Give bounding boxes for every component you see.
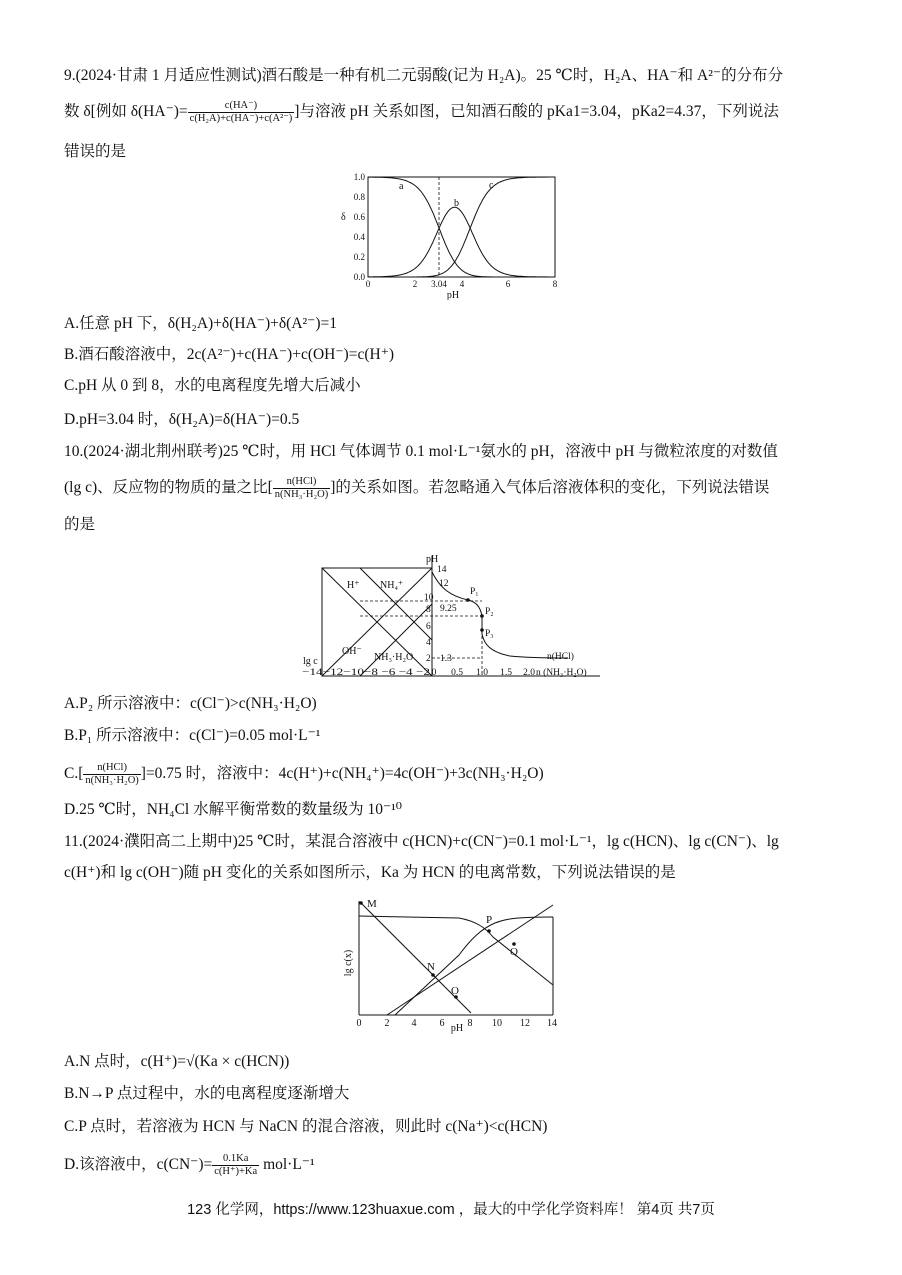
- q9-y-label: δ: [341, 212, 346, 223]
- q10-point-p1: [466, 598, 470, 602]
- q10-titration-chart: [300, 548, 610, 683]
- q11-xtick-2: 2: [384, 1018, 390, 1029]
- q9-ytick-4: 0.8: [353, 192, 365, 202]
- q11-xtick-6: 6: [439, 1018, 445, 1029]
- q9-fraction: [188, 100, 295, 125]
- q10-option-a: A.P₂ 所示溶液中：c(Cl⁻)>c(NH₃·H₂O): [64, 695, 317, 712]
- q10-point-p3: [480, 628, 484, 632]
- q10-ratio-tick-10: 1.0: [476, 668, 488, 678]
- q9-curve-c: [368, 177, 555, 277]
- q11-label-o: O: [451, 985, 459, 997]
- q10-ph-mark-925: 9.25: [440, 604, 457, 614]
- q10-ph-tick-2: 2: [426, 654, 431, 664]
- q9-option-b: B.酒石酸溶液中，2c(A²⁻)+c(HA⁻)+c(OH⁻)=c(H⁺): [64, 346, 395, 363]
- q10-ratio-tick-05: 0.5: [451, 668, 463, 678]
- q9-ytick-2: 0.4: [353, 232, 365, 242]
- q10-lgc-label: lg c: [303, 656, 318, 667]
- q9-line-2-post: ]与溶液 pH 关系如图，已知酒石酸的 pKa1=3.04，pKa2=4.37，下列说法: [294, 103, 779, 121]
- q10-species-oh: OH⁻: [342, 646, 362, 657]
- q9-curve-a: [368, 177, 555, 277]
- q9-option-c: C.pH 从 0 到 8，水的电离程度先增大后减小: [64, 377, 361, 394]
- q10-line-1: 10.(2024·湖北荆州联考)25 ℃时，用 HCl 气体调节 0.1 mol·L⁻¹氨水的 pH，溶液中 pH 与微粒浓度的对数值: [64, 443, 778, 460]
- q9-xtick-8: 8: [552, 279, 558, 289]
- q9-frac-den: c(H₂A)+c(HA⁻)+c(A²⁻): [189, 113, 293, 124]
- q11-xtick-0: 0: [356, 1018, 362, 1029]
- q10-option-c-den: n(NH₃·H₂O): [85, 775, 139, 786]
- q11-option-d-num: 0.1Ka: [212, 1153, 259, 1166]
- q11-lgc-chart: [335, 893, 565, 1035]
- q11-option-b: B.N→P 点过程中，水的电离程度逐渐增大: [64, 1085, 350, 1102]
- q10-line-3: 的是: [64, 516, 96, 533]
- q11-line-1: 11.(2024·濮阳高二上期中)25 ℃时，某混合溶液中 c(HCN)+c(CN⁻)=0.1 mol·L⁻¹，lg c(HCN)、lg c(CN⁻)、lg: [64, 833, 779, 850]
- q11-xtick-8: 8: [467, 1018, 473, 1029]
- q10-lgc-ticks: −14−12−10−8 −6 −4 −2: [302, 668, 431, 678]
- q10-species-nh3: NH₃·H₂O: [374, 652, 414, 663]
- q11-label-m: M: [367, 898, 377, 910]
- q11-xtick-4: 4: [411, 1018, 417, 1029]
- q9-line-1: 9.(2024·甘肃 1 月适应性测试)酒石酸是一种有机二元弱酸(记为 H₂A)。25 ℃时，H₂A、HA⁻和 A²⁻的分布分: [64, 67, 784, 84]
- q10-ratio-label-num: n(HCl): [547, 652, 574, 662]
- q11-option-d: [64, 1153, 315, 1178]
- q9-ytick-1: 0.2: [353, 252, 365, 262]
- q10-ph-label: pH: [426, 554, 439, 565]
- q10-option-c-pre: C.[: [64, 765, 84, 783]
- q10-ph-tick-4: 4: [426, 638, 431, 648]
- q11-label-p: P: [486, 914, 493, 926]
- q11-xtick-10: 10: [492, 1018, 502, 1029]
- q11-xtick-14: 14: [547, 1018, 557, 1029]
- q9-frac-num: c(HA⁻): [188, 100, 295, 113]
- q10-ph-tick-8: 8: [426, 605, 431, 615]
- q9-curve-label-a: a: [399, 181, 404, 192]
- q10-ratio-tick-15: 1.5: [500, 668, 512, 678]
- q9-plot-frame: [368, 177, 555, 277]
- q10-ph-tick-6: 6: [426, 622, 431, 632]
- q9-ytick-0: 0.0: [353, 272, 365, 282]
- q10-point-p2: [480, 614, 484, 618]
- q10-titration-curve: [432, 572, 568, 658]
- q9-xtick-4: 4: [459, 279, 465, 289]
- q10-option-c-fraction: [83, 762, 140, 787]
- q11-x-label: pH: [450, 1023, 464, 1034]
- q10-option-c-num: n(HCl): [83, 762, 140, 775]
- q10-ratio-tick-0: 0: [431, 668, 437, 678]
- q11-option-d-den: c(H⁺)+Ka: [214, 1166, 258, 1177]
- q9-xtick-2: 2: [412, 279, 418, 289]
- q9-line-2-pre: 数 δ[例如 δ(HA⁻)=: [64, 103, 188, 121]
- q10-ratio-label-den: n (NH₃·H₂O): [536, 668, 587, 678]
- q10-option-b: B.P₁ 所示溶液中：c(Cl⁻)=0.05 mol·L⁻¹: [64, 727, 321, 744]
- q11-point-n: [431, 973, 435, 977]
- q11-line-2: c(H⁺)和 lg c(OH⁻)随 pH 变化的关系如图所示，Ka 为 HCN 的电离常数，下列说法错误的是: [64, 864, 676, 881]
- q9-curve-label-b: b: [454, 198, 459, 209]
- q9-line-2: [64, 100, 779, 125]
- q10-fraction: [273, 476, 330, 501]
- q10-label-p3: P₃: [485, 629, 494, 639]
- q9-ytick-5: 1.0: [353, 172, 365, 182]
- q9-curve-label-c: c: [489, 180, 494, 191]
- q10-frac-num: n(HCl): [273, 476, 330, 489]
- q9-line-3: 错误的是: [64, 143, 127, 160]
- q11-option-d-fraction: [212, 1153, 259, 1178]
- q11-label-n: N: [427, 961, 435, 973]
- q10-ph-tick-14: 14: [437, 565, 447, 575]
- q10-ratio-tick-20: 2.0: [523, 668, 535, 678]
- q10-frac-den: n(NH₃·H₂O): [274, 489, 329, 500]
- q9-xtick-6: 6: [505, 279, 511, 289]
- q10-ph-mark-13: 1.3: [440, 654, 452, 664]
- q11-option-c: C.P 点时，若溶液为 HCN 与 NaCN 的混合溶液，则此时 c(Na⁺)<c(HCN): [64, 1118, 548, 1135]
- q11-option-d-pre: D.该溶液中，c(CN⁻)=: [64, 1156, 213, 1174]
- q11-point-m: [359, 901, 363, 905]
- q9-xtick-304: 3.04: [431, 279, 447, 289]
- q11-y-label: lg c(x): [343, 949, 354, 977]
- q10-species-h: H⁺: [347, 580, 360, 591]
- q9-curve-b: [368, 207, 555, 277]
- q11-option-d-post: mol·L⁻¹: [259, 1156, 315, 1174]
- q11-label-q: Q: [510, 946, 518, 958]
- q10-line-2-pre: (lg c)、反应物的物质的量之比[: [64, 479, 273, 497]
- q10-option-c-post: ]=0.75 时，溶液中：4c(H⁺)+c(NH₄⁺)=4c(OH⁻)+3c(NH₃·H₂O): [140, 765, 544, 783]
- q10-ph-tick-10: 10: [424, 593, 434, 603]
- q11-option-a: A.N 点时，c(H⁺)=√(Ka × c(HCN)): [64, 1053, 290, 1070]
- q10-line-2: [64, 476, 769, 501]
- q10-option-d: D.25 ℃时，NH₄Cl 水解平衡常数的数量级为 10⁻¹⁰: [64, 801, 403, 818]
- q10-line-2-post: ]的关系如图。若忽略通入气体后溶液体积的变化，下列说法错误: [330, 479, 770, 497]
- q9-x-label: pH: [446, 290, 460, 300]
- q9-xtick-0: 0: [365, 279, 371, 289]
- q10-ph-tick-12: 12: [439, 579, 449, 589]
- q10-label-p1: P₁: [470, 587, 479, 597]
- q10-option-c: [64, 762, 544, 787]
- q10-species-nh4: NH₄⁺: [380, 580, 404, 591]
- q11-xtick-12: 12: [520, 1018, 530, 1029]
- q9-ytick-3: 0.6: [353, 212, 365, 222]
- q9-option-d: D.pH=3.04 时，δ(H₂A)=δ(HA⁻)=0.5: [64, 411, 300, 428]
- page-footer: 123 化学网，https://www.123huaxue.com ，最大的中学化学资料库！ 第4页 共7页: [187, 1202, 715, 1218]
- q11-point-p: [487, 929, 491, 933]
- q9-option-a: A.任意 pH 下，δ(H₂A)+δ(HA⁻)+δ(A²⁻)=1: [64, 315, 337, 332]
- q10-label-p2: P₂: [485, 607, 494, 617]
- q11-curve-hcn: [359, 916, 553, 985]
- q9-distribution-chart: [335, 170, 575, 300]
